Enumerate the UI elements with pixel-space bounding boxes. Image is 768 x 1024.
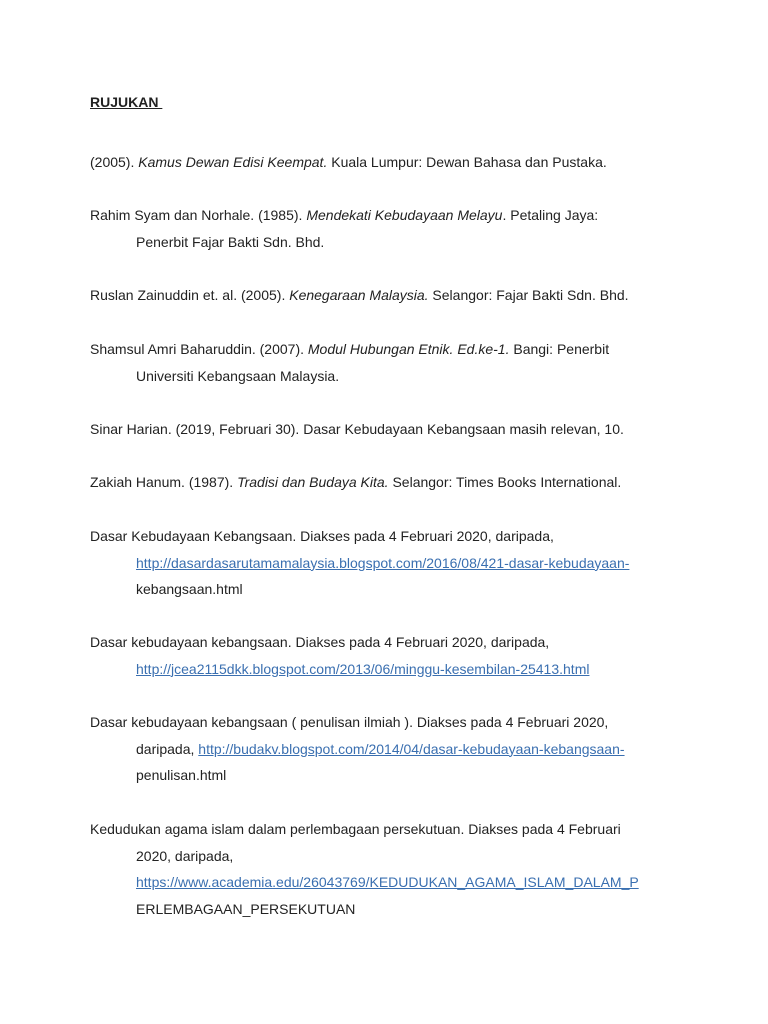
reference-continuation: kebangsaan.html: [136, 581, 243, 598]
reference-continuation: ERLEMBAGAAN_PERSEKUTUAN: [136, 900, 356, 917]
reference-text: Selangor: Times Books International.: [388, 474, 622, 490]
reference-title: Mendekati Kebudayaan Melayu: [306, 207, 503, 223]
reference-entry: [90, 816, 690, 922]
reference-title: Tradisi dan Budaya Kita.: [237, 474, 389, 490]
reference-continuation: [90, 736, 690, 763]
reference-text: (2005).: [90, 154, 139, 170]
reference-text: Rahim Syam dan Norhale. (1985).: [90, 207, 307, 223]
reference-continuation: penulisan.html: [136, 767, 227, 784]
reference-title: Kamus Dewan Edisi Keempat.: [138, 154, 328, 170]
reference-line: [90, 469, 690, 496]
reference-line: [90, 202, 690, 229]
reference-text: daripada,: [136, 740, 199, 757]
reference-link[interactable]: https://www.academia.edu/26043769/KEDUDUKAN_AGAMA_ISLAM_DALAM_P: [136, 874, 639, 891]
reference-line: [90, 336, 690, 363]
reference-entry: [90, 416, 690, 443]
reference-continuation: Universiti Kebangsaan Malaysia.: [136, 367, 340, 384]
reference-text: Selangor: Fajar Bakti Sdn. Bhd.: [428, 287, 629, 303]
reference-text: Zakiah Hanum. (1987).: [90, 474, 238, 490]
reference-line: Sinar Harian. (2019, Februari 30). Dasar Kebudayaan Kebangsaan masih relevan, 10.: [90, 421, 624, 437]
reference-line: [90, 282, 690, 309]
reference-continuation: 2020, daripada,: [136, 847, 234, 864]
reference-text: Ruslan Zainuddin et. al. (2005).: [90, 287, 290, 303]
reference-entry: [90, 202, 690, 255]
references-heading: RUJUKAN: [90, 94, 163, 110]
reference-entry: [90, 336, 690, 389]
reference-entry: [90, 282, 690, 309]
reference-entry: [90, 629, 690, 682]
reference-entry: [90, 149, 690, 176]
reference-line: [90, 149, 690, 176]
reference-text: Shamsul Amri Baharuddin. (2007).: [90, 341, 308, 357]
reference-link[interactable]: http://jcea2115dkk.blogspot.com/2013/06/minggu-kesembilan-25413.html: [136, 660, 590, 677]
reference-title: Kenegaraan Malaysia.: [289, 287, 429, 303]
reference-link[interactable]: http://dasardasarutamamalaysia.blogspot.com/2016/08/421-dasar-kebudayaan-: [136, 554, 630, 571]
reference-text: Kuala Lumpur: Dewan Bahasa dan Pustaka.: [327, 154, 607, 170]
reference-title: Modul Hubungan Etnik. Ed.ke-1.: [307, 341, 510, 357]
reference-text: . Petaling Jaya:: [502, 207, 599, 223]
reference-text: Bangi: Penerbit: [509, 341, 610, 357]
reference-line: Dasar Kebudayaan Kebangsaan. Diakses pada 4 Februari 2020, daripada,: [90, 528, 554, 544]
reference-continuation: [90, 656, 690, 683]
reference-entry: [90, 709, 690, 789]
reference-line: Kedudukan agama islam dalam perlembagaan persekutuan. Diakses pada 4 Februari: [90, 821, 621, 837]
reference-continuation: Penerbit Fajar Bakti Sdn. Bhd.: [136, 233, 325, 250]
reference-continuation: [90, 869, 690, 896]
reference-link[interactable]: http://budakv.blogspot.com/2014/04/dasar-kebudayaan-kebangsaan-: [198, 740, 625, 757]
reference-entry: [90, 469, 690, 496]
reference-continuation: [90, 550, 690, 577]
reference-line: Dasar kebudayaan kebangsaan ( penulisan ilmiah ). Diakses pada 4 Februari 2020,: [90, 714, 609, 730]
reference-line: Dasar kebudayaan kebangsaan. Diakses pada 4 Februari 2020, daripada,: [90, 634, 550, 650]
reference-entry: [90, 523, 690, 603]
